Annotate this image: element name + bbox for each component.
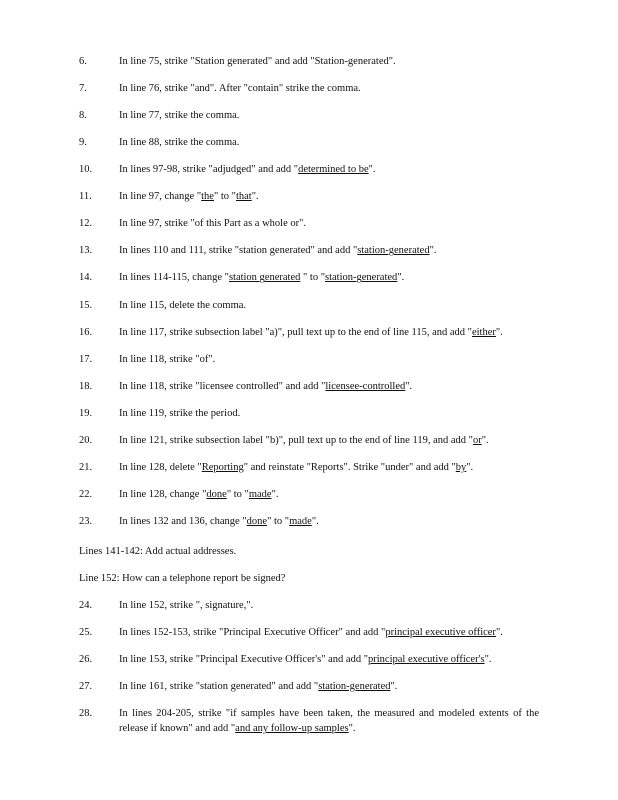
text-run: In line 97, change " — [119, 191, 202, 203]
item-text — [119, 625, 549, 640]
text-run: " to " — [213, 191, 236, 203]
inserted-text: determined to be — [298, 164, 369, 176]
text-run: ". — [466, 461, 474, 473]
item-text — [119, 406, 549, 421]
text-run: In line 118, strike "of". — [119, 353, 216, 365]
item-number: 6. — [79, 56, 87, 67]
item-text — [119, 460, 549, 475]
text-run: In line 118, strike "licensee controlled" and add " — [119, 380, 326, 392]
item-number: 25. — [79, 627, 93, 638]
item-number: 10. — [79, 164, 93, 176]
text-run: In lines 97-98, strike "adjudged" and add " — [119, 164, 299, 176]
text-run: In lines 110 and 111, strike "station generated" and add " — [119, 245, 358, 257]
text-run: ". — [484, 654, 492, 665]
item-text — [119, 270, 549, 285]
item-text — [119, 379, 549, 394]
text-run: In lines 132 and 136, change " — [119, 516, 247, 528]
item-text — [119, 514, 549, 529]
item-text — [119, 243, 549, 258]
text-run: ". — [251, 191, 259, 203]
text-run: In line 152, strike ", signature,". — [119, 600, 254, 611]
inserted-text: station generated — [228, 272, 301, 284]
inserted-text: station-generated — [325, 272, 398, 284]
inserted-text: done — [206, 488, 227, 500]
inserted-text: by — [455, 461, 467, 473]
item-text — [119, 679, 549, 694]
item-text — [119, 325, 549, 340]
text-run: In lines 204-205, strike "if samples have been taken, the measured and modeled extents of the release if known" and add " — [119, 708, 539, 734]
item-text — [119, 81, 549, 96]
text-run: In line 97, strike "of this Part as a whole or". — [119, 218, 307, 230]
inserted-text: the — [201, 191, 214, 203]
item-number: 27. — [79, 681, 93, 692]
text-run: In line 128, delete " — [119, 461, 202, 473]
item-text — [119, 162, 549, 177]
item-number: 17. — [79, 353, 93, 365]
item-text — [119, 352, 549, 367]
text-run: In line 88, strike the comma. — [119, 137, 240, 149]
text-run: In line 76, strike "and". After "contain" strike the comma. — [119, 83, 361, 95]
item-number: 15. — [79, 299, 93, 311]
note-telephone-report: Line 152: How can a telephone report be signed? — [79, 573, 286, 584]
text-run: In line 121, strike subsection label "b)", pull text up to the end of line 119, and add " — [119, 434, 473, 446]
inserted-text: done — [246, 516, 268, 528]
item-text — [119, 706, 539, 736]
text-run: ". — [429, 245, 437, 257]
text-run: ". — [368, 164, 376, 176]
item-number: 22. — [79, 488, 93, 500]
item-text — [119, 652, 549, 667]
item-number: 18. — [79, 380, 93, 392]
text-run: " to " — [300, 272, 325, 284]
text-run: In line 77, strike the comma. — [119, 110, 240, 122]
item-number: 20. — [79, 434, 93, 446]
text-run: " to " — [267, 516, 290, 528]
inserted-text: or — [472, 434, 482, 446]
item-number: 12. — [79, 218, 93, 230]
item-number: 9. — [79, 137, 87, 149]
inserted-text: licensee-controlled — [325, 380, 406, 392]
text-run: ". — [397, 272, 405, 284]
item-text — [119, 135, 549, 150]
inserted-text: that — [235, 191, 252, 203]
item-number: 16. — [79, 326, 93, 338]
text-run: ". — [311, 516, 319, 528]
text-run: In line 119, strike the period. — [119, 407, 241, 419]
text-run: In line 153, strike "Principal Executive Officer's" and add " — [119, 654, 368, 665]
item-number: 24. — [79, 600, 93, 611]
note-addresses: Lines 141-142: Add actual addresses. — [79, 546, 237, 557]
item-number: 8. — [79, 110, 87, 122]
item-text — [119, 189, 549, 204]
text-run: ". — [495, 326, 503, 338]
item-text — [119, 487, 549, 502]
inserted-text: made — [289, 516, 312, 528]
item-text — [119, 216, 549, 231]
inserted-text: either — [471, 326, 496, 338]
item-number: 26. — [79, 654, 93, 665]
text-run: ". — [348, 723, 356, 734]
item-text — [119, 598, 549, 613]
inserted-text: Reporting — [201, 461, 244, 473]
item-number: 14. — [79, 272, 93, 284]
text-run: In lines 152-153, strike "Principal Executive Officer" and add " — [119, 627, 386, 638]
text-run: " and reinstate "Reports". Strike "under" and add " — [243, 461, 456, 473]
text-run: In line 117, strike subsection label "a)", pull text up to the end of line 115, and add " — [119, 326, 472, 338]
item-number: 11. — [79, 191, 92, 203]
item-number: 7. — [79, 83, 87, 95]
item-number: 23. — [79, 516, 93, 528]
text-run: In line 161, strike "station generated" and add " — [119, 681, 319, 692]
item-number: 28. — [79, 708, 93, 719]
inserted-text: station-generated — [318, 681, 391, 692]
text-run: ". — [390, 681, 398, 692]
text-run: ". — [481, 434, 489, 446]
text-run: In line 115, delete the comma. — [119, 299, 247, 311]
text-run: ". — [495, 627, 503, 638]
item-number: 21. — [79, 461, 93, 473]
text-run: In line 75, strike "Station generated" and add "Station-generated". — [119, 56, 396, 67]
inserted-text: principal executive officer's — [368, 654, 485, 665]
inserted-text: made — [248, 488, 272, 500]
text-run: ". — [405, 380, 413, 392]
item-number: 19. — [79, 407, 93, 419]
text-run: In lines 114-115, change " — [119, 272, 229, 284]
inserted-text: principal executive officer — [385, 627, 496, 638]
text-run: ". — [271, 488, 279, 500]
text-run: In line 128, change " — [119, 488, 207, 500]
item-text — [119, 54, 549, 69]
item-text — [119, 433, 549, 448]
inserted-text: station-generated — [357, 245, 430, 257]
inserted-text: and any follow-up samples — [235, 723, 349, 734]
item-text — [119, 298, 549, 313]
item-number: 13. — [79, 245, 93, 257]
text-run: " to " — [226, 488, 249, 500]
item-text — [119, 108, 549, 123]
